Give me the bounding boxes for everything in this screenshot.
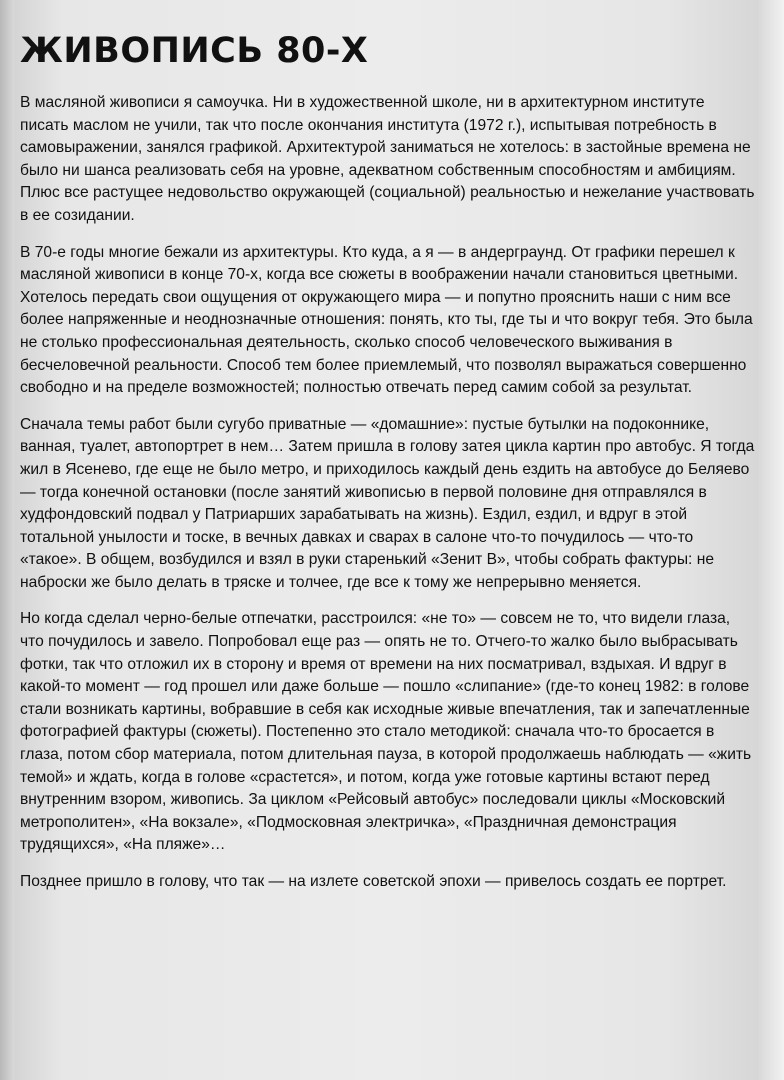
paragraph-3: Сначала темы работ были сугубо приватные — «домашние»: пустые бутылки на подоконнике, ванная, туалет, автопортрет в нем… Затем пришла в голову затея цикла картин про автобус. Я тогда жил в Ясенево, где еще не было метро, и приходилось каждый день ездить на автобусе до Беляево — тогда конечной остановки (после занятий живописью в первой половине дня отправлялся в худфондовский подвал у Патриарших зарабатывать на жизнь). Ездил, ездил, и вдруг в этой тотальной унылости и тоске, в вечных давках и сварах в салоне что-то почудилось — что-то «такое». В общем, возбудился и взял в руки старенький «Зенит В», чтобы собрать фактуры: не наброски же было делать в тряске и толчее, где все к тому же непрерывно меняется. xyxy=(20,415,755,591)
paragraph-4: Но когда сделал черно-белые отпечатки, расстроился: «не то» — совсем не то, что видели глаза, что почудилось и завело. Попробовал еще раз — опять не то. Отчего-то жалко было выбрасывать фотки, так что отложил их в сторону и время от времени на них посматривал, вздыхая. И вдруг в какой-то момент — год прошел или даже больше — пошло «слипание» (где-то конец 1982: в голове стали возникать картины, вобравшие в себя как исходные живые впечатления, так и запечатленные фотографией фактуры (сюжеты). Постепенно это стало методикой: сначала что-то бросается в глаза, потом сбор материала, потом длительная пауза, в которой продолжаешь наблюдать — «жить темой» и ждать, когда в голове «срастется», и потом, когда уже готовые картины встают перед внутренним взором, живопись. За циклом «Рейсовый автобус» последовали циклы «Московский метрополитен», «На вокзале», «Подмосковная электричка», «Праздничная демонстрация трудящихся», «На пляже»… xyxy=(20,610,752,854)
paragraph-2: В 70-е годы многие бежали из архитектуры. Кто куда, а я — в андерграунд. От графики перешел к масляной живописи в конце 70-х, когда все сюжеты в воображении начали становиться цветными. Хотелось передать свои ощущения от окружающего мира — и попутно прояснить наши с ним все более напряженные и неоднозначные отношения: понять, кто ты, где ты и что вокруг тебя. Это была не столько профессиональная деятельность, сколько способ человеческого выживания в бесчеловечной реальности. Способ тем более приемлемый, что позволял выражаться совершенно свободно и на пределе возможностей; полностью отвечать перед самим собой за результат. xyxy=(20,243,753,397)
article-title: ЖИВОПИСЬ 80-Х xyxy=(20,31,369,71)
sheet-left-shadow xyxy=(0,0,14,1080)
article xyxy=(20,30,756,908)
paragraph-1: В масляной живописи я самоучка. Ни в художественной школе, ни в архитектурном институте писать маслом не учили, так что после окончания института (1972 г.), испытывая потребность в самовыражении, занялся графикой. Архитектурой заниматься не хотелось: в застойные времена не было ни шанса реализовать себя на уровне, адекватном собственным способностям и амбициям. Плюс все растущее недовольство окружающей (социальной) реальностью и нежелание участвовать в ее созидании. xyxy=(20,94,755,224)
paragraph-5: Позднее пришло в голову, что так — на излете советской эпохи — привелось создать ее портрет. xyxy=(20,873,727,890)
sheet-right-edge xyxy=(758,0,784,1080)
